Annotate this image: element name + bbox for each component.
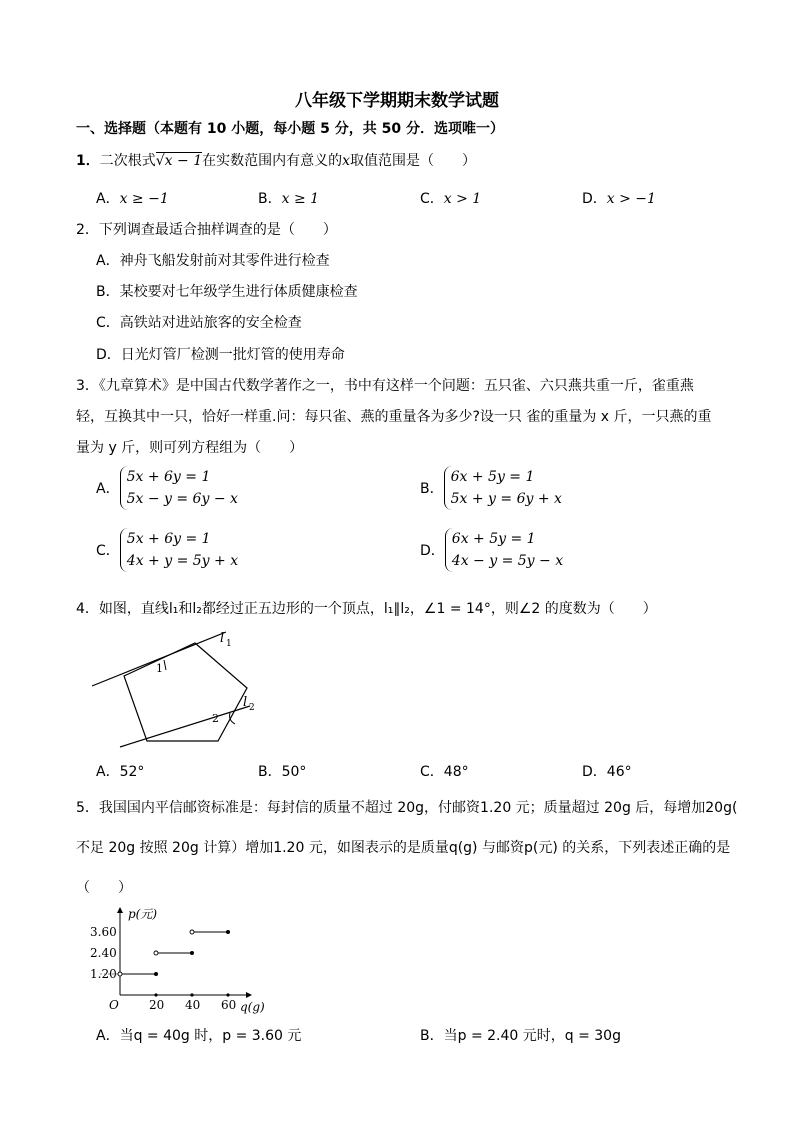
l2-subscript: 2: [249, 703, 255, 713]
x-axis-label: q(g): [240, 1000, 265, 1014]
question-1-stem: [76, 150, 476, 170]
q3-option-d[interactable]: D．6x + 5y = 1 4x − y = 5y − x: [420, 528, 563, 572]
closed-endpoint: [226, 930, 230, 934]
q4-option-a[interactable]: A．52°: [96, 764, 145, 780]
closed-endpoint: [154, 972, 158, 976]
y-axis-arrow: [117, 907, 123, 913]
x-tick-label: 20: [149, 998, 165, 1012]
q1-post: 在实数范围内有意义的: [202, 153, 343, 169]
q2-option-b[interactable]: B．某校要对七年级学生进行体质健康检查: [96, 284, 358, 300]
q4-option-d[interactable]: D．46°: [582, 764, 632, 780]
closed-endpoint: [190, 951, 194, 955]
question-5-line-3: （ ）: [76, 880, 132, 896]
equation-system: 6x + 5y = 1 5x + y = 6y + x: [444, 466, 562, 510]
q4-option-b[interactable]: B．50°: [258, 764, 307, 780]
angle-1-label: 1: [156, 662, 163, 675]
y-tick-label: 1.20: [90, 967, 117, 981]
section-heading: 一、选择题（本题有 10 小题，每小题 5 分，共 50 分．选项唯一）: [76, 121, 504, 137]
page-title: 八年级下学期期末数学试题: [295, 91, 499, 111]
question-3-line-1: 3．《九章算术》是中国古代数学著作之一，书中有这样一个问题：五只雀、六只燕共重一斤，雀重燕: [76, 378, 694, 394]
question-5-line-2: 不足 20g 按照 20g 计算）增加1.20 元，如图表示的是质量q(g) 与邮资p(元) 的关系，下列表述正确的是: [76, 840, 731, 856]
question-number: 1．: [76, 153, 100, 169]
x-tick-dot: [190, 993, 193, 996]
open-endpoint: [154, 951, 158, 955]
l2-label: l: [243, 695, 248, 710]
q1-var: x: [342, 153, 351, 169]
open-endpoint: [190, 930, 194, 934]
q1-option-b[interactable]: B．x ≥ 1: [258, 191, 320, 207]
q1-option-a[interactable]: A．x ≥ −1: [96, 191, 169, 207]
y-tick-label: 3.60: [90, 925, 117, 939]
x-tick-label: 60: [221, 998, 237, 1012]
q1-option-d[interactable]: D．x > −1: [582, 191, 656, 207]
q1-option-c[interactable]: C．x > 1: [420, 191, 482, 207]
q3-option-a[interactable]: A．5x + 6y = 1 5x − y = 6y − x: [96, 466, 238, 510]
question-3-line-3: 量为 y 斤，则可列方程组为（ ）: [76, 440, 304, 456]
question-5-line-1: 5．我国国内平信邮资标准是：每封信的质量不超过 20g，付邮资1.20 元；质量超过 20g 后，每增加20g(: [76, 800, 738, 816]
q3-option-b[interactable]: B．6x + 5y = 1 5x + y = 6y + x: [420, 466, 562, 510]
q4-option-c[interactable]: C．48°: [420, 764, 469, 780]
q5-option-b[interactable]: B．当p = 2.40 元时，q = 30g: [420, 1028, 621, 1044]
q3-option-c[interactable]: C．5x + 6y = 1 4x + y = 5y + x: [96, 528, 238, 572]
equation-system: 6x + 5y = 1 4x − y = 5y − x: [445, 528, 563, 572]
x-tick-dot: [226, 993, 229, 996]
q2-option-c[interactable]: C．高铁站对进站旅客的安全检查: [96, 315, 302, 331]
q1-radical: √x − 1: [155, 153, 203, 169]
y-tick-label: 2.40: [90, 946, 117, 960]
x-axis-arrow: [246, 992, 252, 998]
angle-2-label: 2: [212, 712, 219, 725]
question-2-stem: 2．下列调查最适合抽样调查的是（ ）: [76, 222, 337, 238]
q2-option-d[interactable]: D．日光灯管厂检测一批灯管的使用寿命: [96, 347, 345, 363]
q1-post2: 取值范围是（ ）: [350, 153, 477, 169]
question-3-line-2: 轻，互换其中一只，恰好一样重.问：每只雀、燕的重量各为多少?设一只 雀的重量为 x 斤，一只燕的重: [76, 409, 712, 425]
equation-system: 5x + 6y = 1 5x − y = 6y − x: [120, 466, 238, 510]
pentagon-figure: [90, 620, 270, 755]
q5-option-a[interactable]: A．当q = 40g 时，p = 3.60 元: [96, 1028, 302, 1044]
q2-option-a[interactable]: A．神舟飞船发射前对其零件进行检查: [96, 253, 330, 269]
x-tick-label: 40: [185, 998, 201, 1012]
q1-pre: 二次根式: [99, 153, 156, 169]
l1-subscript: 1: [226, 639, 232, 649]
postage-chart: [76, 905, 276, 1015]
angle-1-arc: [164, 660, 166, 670]
l1-label: l: [220, 631, 225, 646]
origin-label: O: [109, 998, 119, 1012]
question-4-stem: 4．如图，直线l₁和l₂都经过正五边形的一个顶点，l₁∥l₂，∠1 = 14°，则∠2 的度数为（ ）: [76, 601, 657, 617]
equation-system: 5x + 6y = 1 4x + y = 5y + x: [120, 528, 238, 572]
x-tick-dot: [154, 993, 157, 996]
y-axis-label: p(元): [128, 907, 158, 921]
line-l1: [92, 632, 226, 686]
